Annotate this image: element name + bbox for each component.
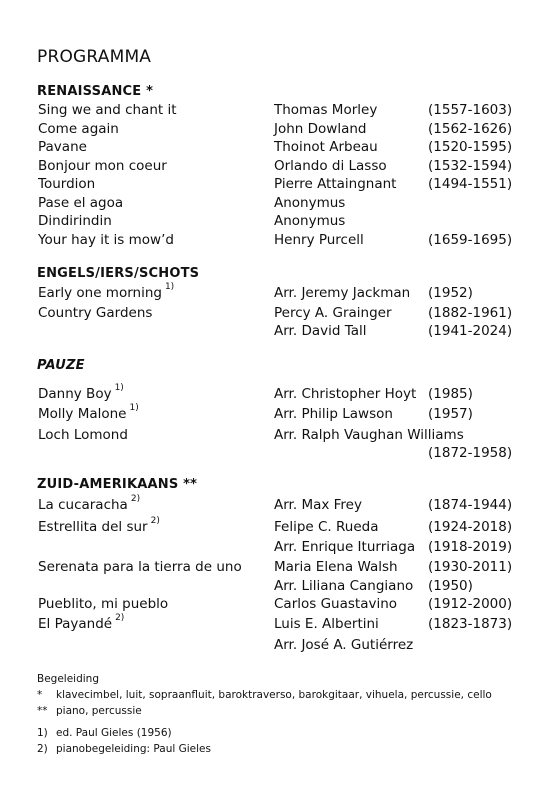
years: (1918-2019) <box>428 539 513 555</box>
program-row <box>0 213 559 231</box>
piece-title: Danny Boy <box>38 386 112 402</box>
program-row <box>0 427 559 445</box>
composer: Arr. Max Frey <box>274 497 362 513</box>
program-row <box>0 176 559 194</box>
piece-title: Come again <box>38 121 119 137</box>
years: (1912-2000) <box>428 596 513 612</box>
piece-title: El Payandé <box>38 616 113 632</box>
years: (1557-1603) <box>428 102 513 118</box>
footnote-ref: 1) <box>164 282 175 292</box>
program-row <box>0 445 559 463</box>
piece-title: Your hay it is mow’d <box>38 232 174 248</box>
footnote-text: ed. Paul Gieles (1956) <box>56 727 172 739</box>
composer: Thomas Morley <box>274 102 378 118</box>
note-text: klavecimbel, luit, sopraanfluit, baroktraverso, barokgitaar, vihuela, percussie, cello <box>56 689 492 701</box>
footnote-text: pianobegeleiding: Paul Gieles <box>56 743 211 755</box>
composer: Thoinot Arbeau <box>274 139 378 155</box>
program-row <box>0 403 559 424</box>
years: (1494-1551) <box>428 176 513 192</box>
section-zuid: ZUID-AMERIKAANS ** <box>37 477 198 492</box>
program-row <box>0 596 559 614</box>
composer: Arr. Ralph Vaughan Williams <box>274 427 464 443</box>
composer: Henry Purcell <box>274 232 364 248</box>
program-row <box>0 323 559 341</box>
piece-title: Pavane <box>38 139 87 155</box>
footnote-ref: 2) <box>115 613 125 623</box>
years: (1882-1961) <box>428 305 513 321</box>
composer: Arr. José A. Gutiérrez <box>274 637 414 653</box>
note-mark: ** <box>37 705 48 717</box>
composer: Luis E. Albertini <box>274 616 379 632</box>
years: (1562-1626) <box>428 121 513 137</box>
piece-title: Dindirindin <box>38 213 112 229</box>
program-row <box>0 282 559 303</box>
program-row <box>0 494 559 515</box>
years: (1872-1958) <box>428 445 513 461</box>
years: (1930-2011) <box>428 559 513 575</box>
years: (1952) <box>428 285 473 301</box>
piece-title: Sing we and chant it <box>38 102 177 118</box>
piece-title: Pase el agoa <box>38 195 124 211</box>
composer: Arr. Christopher Hoyt <box>274 386 417 402</box>
program-row <box>0 195 559 213</box>
composer: Arr. Enrique Iturriaga <box>274 539 416 555</box>
program-row <box>0 232 559 250</box>
composer: Orlando di Lasso <box>274 158 387 174</box>
program-row <box>0 516 559 537</box>
piece-title: Country Gardens <box>38 305 153 321</box>
composer: Pierre Attaingnant <box>274 176 397 192</box>
notes-heading: Begeleiding <box>37 673 99 685</box>
section-renaissance: RENAISSANCE * <box>37 84 154 99</box>
program-row <box>0 637 559 655</box>
piece-title: Loch Lomond <box>38 427 128 443</box>
footnote-mark: 1) <box>37 727 48 739</box>
piece-title: Early one morning <box>38 285 162 301</box>
footnote-ref: 2) <box>130 494 141 504</box>
composer: John Dowland <box>274 121 367 137</box>
years: (1520-1595) <box>428 139 513 155</box>
piece-title: Estrellita del sur <box>38 519 148 535</box>
years: (1532-1594) <box>428 158 513 174</box>
footnote-ref: 2) <box>150 516 160 526</box>
program-row <box>0 578 559 596</box>
program-row <box>0 383 559 404</box>
program-row <box>0 305 559 323</box>
composer: Arr. Philip Lawson <box>274 406 393 422</box>
years: (1924-2018) <box>428 519 513 535</box>
program-row <box>0 613 559 634</box>
page-title: PROGRAMMA <box>37 47 152 67</box>
years: (1985) <box>428 386 473 402</box>
years: (1950) <box>428 578 473 594</box>
program-row <box>0 559 559 577</box>
piece-title: Molly Malone <box>38 406 127 422</box>
years: (1823-1873) <box>428 616 513 632</box>
footnote-mark: 2) <box>37 743 48 755</box>
years: (1659-1695) <box>428 232 513 248</box>
program-row <box>0 158 559 176</box>
program-row <box>0 121 559 139</box>
composer: Percy A. Grainger <box>274 305 392 321</box>
composer: Arr. Jeremy Jackman <box>274 285 411 301</box>
footnote-ref: 1) <box>129 403 139 413</box>
piece-title: Serenata para la tierra de uno <box>38 559 242 575</box>
composer: Felipe C. Rueda <box>274 519 379 535</box>
composer: Carlos Guastavino <box>274 596 398 612</box>
piece-title: Bonjour mon coeur <box>38 158 167 174</box>
composer: Arr. Liliana Cangiano <box>274 578 414 594</box>
program-row <box>0 539 559 557</box>
note-text: piano, percussie <box>56 705 142 717</box>
note-row <box>37 705 537 719</box>
composer: Anonymus <box>274 213 346 229</box>
years: (1874-1944) <box>428 497 513 513</box>
piece-title: Pueblito, mi pueblo <box>38 596 169 612</box>
years: (1941-2024) <box>428 323 513 339</box>
piece-title: Tourdion <box>38 176 96 192</box>
note-row <box>37 689 537 703</box>
section-engels: ENGELS/IERS/SCHOTS <box>37 266 200 281</box>
years: (1957) <box>428 406 473 422</box>
composer: Maria Elena Walsh <box>274 559 398 575</box>
footnote-ref: 1) <box>114 383 124 393</box>
note-mark: * <box>37 689 43 701</box>
composer: Arr. David Tall <box>274 323 367 339</box>
footnote-row <box>37 743 537 757</box>
section-pauze: PAUZE <box>37 358 85 373</box>
program-row <box>0 102 559 120</box>
program-row <box>0 139 559 157</box>
composer: Anonymus <box>274 195 346 211</box>
footnote-row <box>37 727 537 741</box>
piece-title: La cucaracha <box>38 497 128 513</box>
